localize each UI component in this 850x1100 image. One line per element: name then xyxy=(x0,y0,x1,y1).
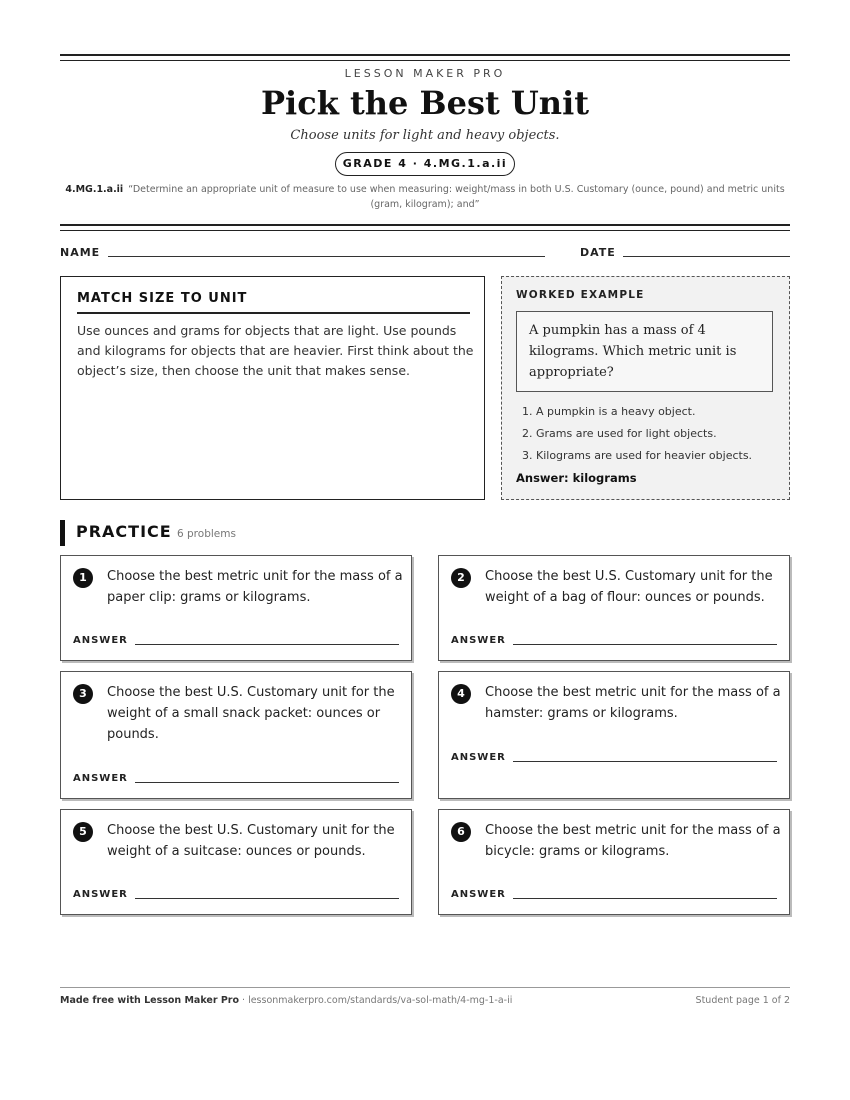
worked-example-question: A pumpkin has a mass of 4 kilograms. Which metric unit is appropriate? xyxy=(516,311,773,392)
concept-box xyxy=(60,276,485,500)
answer-label: ANSWER xyxy=(451,752,506,763)
practice-count: 6 problems xyxy=(177,528,236,540)
worked-example-title: WORKED EXAMPLE xyxy=(516,289,645,301)
grade-badge: GRADE 4 · 4.MG.1.a.ii xyxy=(335,152,515,176)
concept-body: Use ounces and grams for objects that are light. Use pounds and kilograms for objects that are heavier. First think about the object’s size, then choose the unit that makes sense. xyxy=(77,323,474,378)
worked-example-box xyxy=(501,276,790,500)
top-double-rule xyxy=(60,54,790,61)
name-field[interactable] xyxy=(108,256,545,257)
problem-number-badge: 5 xyxy=(73,822,93,842)
footer-rule xyxy=(60,987,790,988)
name-label: NAME xyxy=(60,246,101,259)
problem-card-5 xyxy=(60,809,412,915)
answer-label: ANSWER xyxy=(451,635,506,646)
brand-name: LESSON MAKER PRO xyxy=(344,67,506,80)
problem-text: Choose the best metric unit for the mass of a hamster: grams or kilograms. xyxy=(485,685,781,721)
problem-text: Choose the best U.S. Customary unit for the weight of a suitcase: ounces or pounds. xyxy=(107,823,395,859)
problem-card-2 xyxy=(438,555,790,661)
answer-label: ANSWER xyxy=(73,889,128,900)
footer-url[interactable]: · lessonmakerpro.com/standards/va-sol-math/4-mg-1-a-ii xyxy=(239,995,513,1006)
standard-code: 4.MG.1.a.ii xyxy=(65,184,124,195)
problem-number-badge: 4 xyxy=(451,684,471,704)
answer-field-3[interactable] xyxy=(135,782,399,783)
answer-label: ANSWER xyxy=(451,889,506,900)
answer-field-1[interactable] xyxy=(135,644,399,645)
problem-card-4 xyxy=(438,671,790,799)
problem-number-badge: 3 xyxy=(73,684,93,704)
problem-number-badge: 1 xyxy=(73,568,93,588)
answer-field-6[interactable] xyxy=(513,898,777,899)
date-label: DATE xyxy=(580,246,616,259)
answer-label: ANSWER xyxy=(73,773,128,784)
problem-text: Choose the best metric unit for the mass of a bicycle: grams or kilograms. xyxy=(485,823,781,859)
problem-text: Choose the best metric unit for the mass of a paper clip: grams or kilograms. xyxy=(107,569,403,605)
problem-number-badge: 6 xyxy=(451,822,471,842)
worked-example-steps xyxy=(522,401,784,467)
standard-text: “Determine an appropriate unit of measure to use when measuring: weight/mass in both U.S. Customary (ounce, pound) and metric units (gram, kilogram); and” xyxy=(128,184,785,210)
date-field[interactable] xyxy=(623,256,790,257)
worked-step: 3. Kilograms are used for heavier objects. xyxy=(522,449,753,462)
practice-title: PRACTICE xyxy=(76,522,172,541)
problem-card-1 xyxy=(60,555,412,661)
problem-card-3 xyxy=(60,671,412,799)
standard-description xyxy=(60,182,790,212)
problem-number-badge: 2 xyxy=(451,568,471,588)
answer-label: ANSWER xyxy=(73,635,128,646)
page-subtitle: Choose units for light and heavy objects. xyxy=(290,128,560,143)
answer-field-5[interactable] xyxy=(135,898,399,899)
footer-made-with: Made free with Lesson Maker Pro xyxy=(60,995,240,1006)
header-bottom-double-rule xyxy=(60,224,790,231)
worked-step: 2. Grams are used for light objects. xyxy=(522,427,717,440)
worked-example-answer: Answer: kilograms xyxy=(516,471,637,485)
concept-title: MATCH SIZE TO UNIT xyxy=(77,291,470,314)
problem-card-6 xyxy=(438,809,790,915)
problem-text: Choose the best U.S. Customary unit for the weight of a small snack packet: ounces or pounds. xyxy=(107,685,395,742)
answer-field-2[interactable] xyxy=(513,644,777,645)
problem-text: Choose the best U.S. Customary unit for the weight of a bag of flour: ounces or pounds. xyxy=(485,569,773,605)
answer-field-4[interactable] xyxy=(513,761,777,762)
footer-page-number: Student page 1 of 2 xyxy=(695,995,790,1006)
worked-step: 1. A pumpkin is a heavy object. xyxy=(522,405,696,418)
page-title: Pick the Best Unit xyxy=(260,84,589,122)
practice-accent-bar xyxy=(60,520,65,546)
footer-credit xyxy=(60,995,512,1006)
